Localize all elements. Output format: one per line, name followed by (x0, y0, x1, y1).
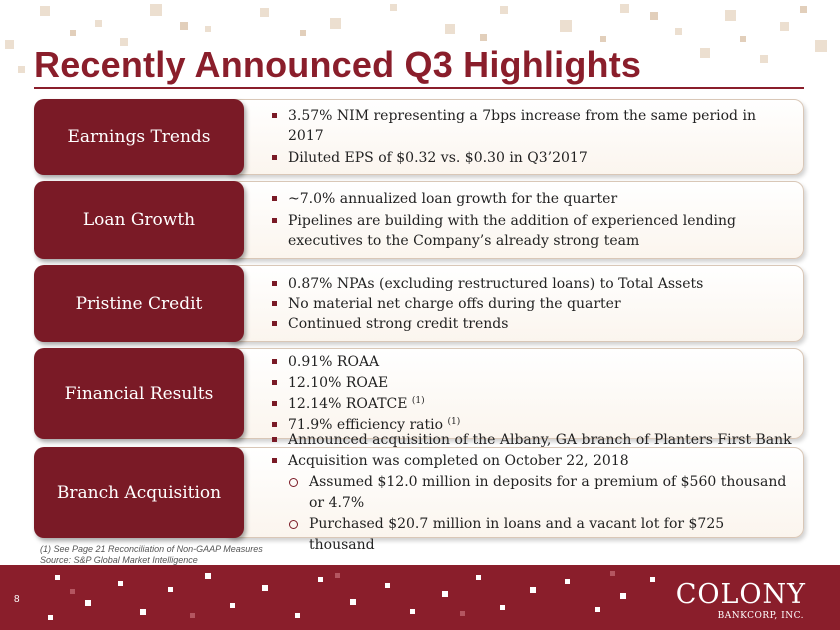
square-bullet-icon (272, 437, 277, 442)
bullet-item: Continued strong credit trends (272, 314, 794, 334)
bullet-item: 71.9% efficiency ratio $^{(1)}$ (272, 415, 794, 436)
square-bullet-icon (272, 281, 277, 286)
bullet-item: Pipelines are building with the addition of experienced lending executives to the Company’s already strong team (272, 211, 794, 251)
highlight-row-loan-growth (34, 181, 804, 259)
square-bullet-icon (272, 380, 277, 385)
page-title: Recently Announced Q3 Highlights (34, 44, 642, 85)
square-bullet-icon (272, 301, 277, 306)
footnote-line: (1) See Page 21 Reconciliation of Non-GAAP Measures (40, 544, 263, 554)
footnote-marker: (1) (447, 416, 461, 427)
bullet-item: 0.87% NPAs (excluding restructured loans) to Total Assets (272, 274, 794, 294)
bullet-list (272, 431, 794, 553)
bullet-item: Diluted EPS of $0.32 vs. $0.30 in Q3’2017 (272, 148, 794, 168)
square-bullet-icon (272, 321, 277, 326)
highlight-row-pristine-credit (34, 265, 804, 342)
bullet-list (272, 265, 794, 342)
square-bullet-icon (272, 196, 277, 201)
row-label: Financial Results (34, 348, 244, 439)
logo-subtitle: BANKCORP, INC. (717, 611, 804, 621)
bullet-list (272, 348, 794, 439)
square-bullet-icon (272, 113, 277, 118)
bullet-item: 12.10% ROAE (272, 373, 794, 394)
bullet-item: 3.57% NIM representing a 7bps increase from the same period in 2017 (272, 106, 794, 146)
row-label: Pristine Credit (34, 265, 244, 342)
bullet-item: 12.14% ROATCE $^{(1)}$ (272, 394, 794, 415)
square-bullet-icon (272, 359, 277, 364)
bullet-item: 0.91% ROAA (272, 352, 794, 373)
row-label: Earnings Trends (34, 99, 244, 175)
square-bullet-icon (272, 458, 277, 463)
sub-bullet-item: Assumed $12.0 million in deposits for a premium of $560 thousand or 4.7% (272, 472, 794, 514)
square-bullet-icon (272, 401, 277, 406)
footnotes (40, 544, 263, 566)
source-line: Source: S&P Global Market Intelligence (40, 555, 198, 565)
highlight-row-earnings-trends (34, 99, 804, 175)
bullet-list (272, 99, 794, 175)
bullet-item: No material net charge offs during the quarter (272, 294, 794, 314)
circle-bullet-icon (289, 520, 298, 529)
bullet-item: ~7.0% annualized loan growth for the quarter (272, 189, 794, 209)
highlight-row-financial-results (34, 348, 804, 439)
bullet-item: Acquisition was completed on October 22, 2018 (272, 451, 794, 472)
title-underline (34, 87, 804, 89)
logo-wordmark: COLONY (675, 579, 806, 610)
square-bullet-icon (272, 155, 277, 160)
page-number: 8 (14, 594, 20, 605)
square-bullet-icon (272, 218, 277, 223)
square-bullet-icon (272, 422, 277, 427)
footnote-marker: (1) (411, 395, 425, 406)
colony-logo (676, 580, 806, 624)
bullet-item: Announced acquisition of the Albany, GA branch of Planters First Bank (272, 430, 794, 451)
sub-bullet-item: Purchased $20.7 million in loans and a vacant lot for $725 thousand (272, 514, 794, 556)
row-label: Loan Growth (34, 181, 244, 259)
row-label: Branch Acquisition (34, 447, 244, 538)
circle-bullet-icon (289, 478, 298, 487)
bullet-list (272, 181, 794, 259)
